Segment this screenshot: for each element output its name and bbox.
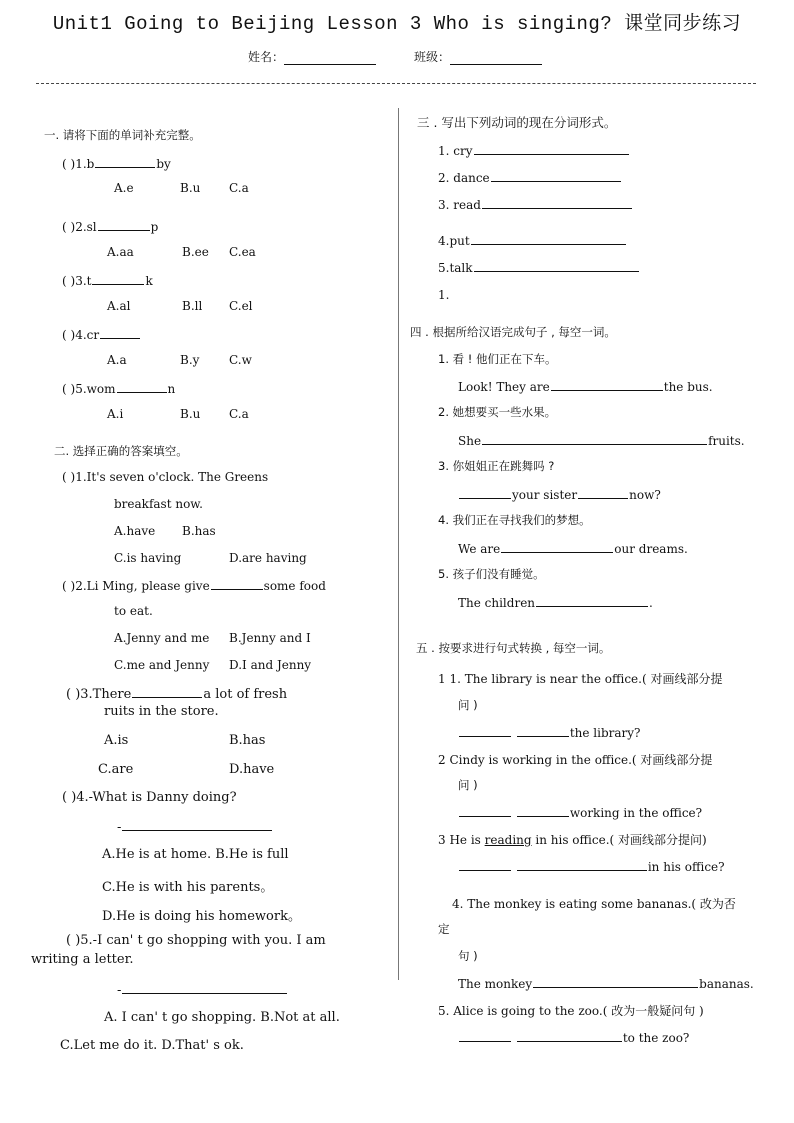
answer-blank-1[interactable] [459, 486, 511, 499]
sec1-q3 [62, 272, 153, 288]
answer-blank[interactable] [122, 818, 272, 831]
answer-blank[interactable] [474, 142, 629, 155]
sec2-q3-opt-a: A.is [104, 733, 129, 748]
sec2-q1 [62, 470, 268, 484]
verb-label: 5.talk [438, 261, 473, 275]
class-blank[interactable] [450, 50, 542, 65]
question-text: 5.-I can' t go shopping with you. I am [80, 933, 326, 948]
sec4-q4-cn: 4. 我们正在寻找我们的梦想。 [438, 513, 591, 527]
sentence-end: in his office.( 对画线部分提问) [531, 833, 707, 847]
answer-blank[interactable] [471, 232, 626, 245]
sentence-end: our dreams. [614, 542, 688, 556]
answer-blank[interactable] [551, 378, 663, 391]
answer-blank-1[interactable] [459, 804, 511, 817]
sec5-q2-line1: 2 Cindy is working in the office.( 对画线部分提 [438, 753, 713, 767]
sec5-q5-answer [458, 1029, 689, 1045]
sentence-start: She [458, 434, 482, 448]
answer-blank-2[interactable] [517, 804, 569, 817]
sec2-q4-opt-c: C.He is with his parents。 [102, 880, 274, 895]
word-pre: wom [86, 382, 116, 396]
sec2-q2-line2: to eat. [114, 604, 153, 618]
sec2-q4-opt-d: D.He is doing his homework。 [102, 909, 301, 924]
sec5-q4-line1b: 定 [438, 922, 450, 936]
sec1-q3-opt-b: B.ll [182, 299, 203, 313]
sec2-q5 [66, 933, 326, 948]
dash: - [117, 983, 122, 998]
word-post: k [145, 274, 153, 288]
answer-paren[interactable]: ( ) [62, 790, 77, 805]
sec4-q1-cn: 1. 看 ! 他们正在下车。 [438, 352, 557, 366]
underlined-word: reading [484, 833, 532, 847]
answer-blank-2[interactable] [578, 486, 628, 499]
sentence-end: fruits. [708, 434, 745, 448]
sec3-item-4 [438, 232, 627, 248]
name-blank[interactable] [284, 50, 376, 65]
sec1-q2-opt-c: C.ea [229, 245, 256, 259]
word-blank[interactable] [100, 326, 140, 339]
answer-end: to the zoo? [622, 1031, 690, 1045]
sec4-q5-en [458, 594, 653, 610]
sec2-q2 [62, 577, 326, 593]
sec2-q5-opt-ab: A. I can' t go shopping. B.Not at all. [104, 1010, 340, 1025]
word-pre: cr [86, 328, 100, 342]
q-num: 1. [75, 157, 87, 171]
sec5-q3-line1 [438, 831, 707, 848]
word-blank[interactable] [95, 155, 155, 168]
sec5-q4-answer [458, 975, 754, 991]
sentence-start: Look! They are [458, 380, 550, 394]
sec3-item-5 [438, 259, 640, 275]
q-num: 3. [75, 274, 87, 288]
sec1-q1 [62, 155, 171, 171]
class-label: 班级： [414, 50, 451, 64]
sec5-q2-answer [458, 804, 702, 820]
sec1-q2-opt-a: A.aa [107, 245, 134, 259]
question-text-end: some food [263, 579, 326, 593]
sec2-q1-opt-a: A.have [114, 524, 156, 538]
sec1-q2 [62, 218, 158, 234]
answer-blank-2[interactable] [517, 1029, 622, 1042]
sec2-q2-opt-a: A.Jenny and me [114, 631, 210, 645]
answer-paren[interactable]: ( ) [62, 382, 76, 396]
word-post: n [167, 382, 176, 396]
answer-paren[interactable]: ( ) [62, 274, 76, 288]
answer-paren[interactable]: ( ) [62, 220, 76, 234]
sec5-q1-answer [458, 724, 641, 740]
header-divider [36, 83, 756, 84]
word-pre: sl [86, 220, 97, 234]
q-num: 5. [75, 382, 87, 396]
answer-blank[interactable] [533, 975, 698, 988]
sec4-q1-en [458, 378, 713, 394]
section5-heading: 五 . 按要求进行句式转换 , 每空一词。 [416, 641, 611, 655]
sec1-q3-opt-a: A.al [107, 299, 131, 313]
sec4-q3-cn: 3. 你姐姐正在跳舞吗 ? [438, 459, 555, 473]
sec1-q4-opt-c: C.w [229, 353, 252, 367]
section2-heading: 二. 选择正确的答案填空。 [54, 444, 188, 458]
answer-blank[interactable] [132, 685, 202, 698]
sec4-q3-en [458, 486, 661, 502]
sec2-q1-opt-d: D.are having [229, 551, 307, 565]
sec1-q2-opt-b: B.ee [182, 245, 209, 259]
sec1-q1-opt-b: B.u [180, 181, 201, 195]
sentence-end: now? [629, 488, 661, 502]
sec4-q4-en [458, 540, 688, 556]
verb-label: 4.put [438, 234, 470, 248]
word-blank[interactable] [98, 218, 150, 231]
question-text: 1.It's seven o'clock. The Greens [75, 470, 269, 484]
answer-blank-1[interactable] [459, 1029, 511, 1042]
sec1-q1-opt-a: A.e [114, 181, 134, 195]
sec2-q2-opt-d: D.I and Jenny [229, 658, 312, 672]
question-text: 3.There [80, 687, 132, 702]
sec2-q5-opt-cd: C.Let me do it. D.That' s ok. [60, 1038, 244, 1053]
class-field[interactable] [414, 48, 542, 65]
answer-start: The monkey [458, 977, 533, 991]
section1-heading: 一. 请将下面的单词补充完整。 [44, 128, 201, 142]
sentence-middle: your sister [512, 488, 578, 502]
sec4-q2-cn: 2. 她想要买一些水果。 [438, 405, 557, 419]
answer-end: the library? [569, 726, 641, 740]
answer-blank[interactable] [482, 432, 707, 445]
sec2-q4-opt-ab: A.He is at home. B.He is full [102, 847, 289, 862]
verb-label: 3. read [438, 198, 481, 212]
answer-blank-2[interactable] [517, 724, 569, 737]
section4-heading: 四 . 根据所给汉语完成句子 , 每空一词。 [410, 325, 616, 339]
question-text: 4.-What is Danny doing? [76, 790, 237, 805]
answer-blank[interactable] [491, 169, 621, 182]
sec1-q5-opt-a: A.i [107, 407, 124, 421]
word-post: p [150, 220, 159, 234]
sec2-q4 [62, 790, 237, 805]
sec2-q3-opt-c: C.are [98, 762, 134, 777]
sec1-q3-opt-c: C.el [229, 299, 253, 313]
sec2-q5-line2: writing a letter. [31, 952, 134, 967]
name-field[interactable] [248, 48, 376, 65]
sec1-q4 [62, 326, 141, 342]
sec2-q1-opt-b: B.has [182, 524, 216, 538]
sec3-item-6: 1. [438, 288, 450, 302]
sentence-end: the bus. [663, 380, 713, 394]
word-blank[interactable] [117, 380, 167, 393]
sec2-q2-opt-c: C.me and Jenny [114, 658, 210, 672]
sec2-q1-opt-c: C.is having [114, 551, 182, 565]
answer-end: in his office? [647, 860, 725, 874]
sec5-q1-line1: 1 1. The library is near the office.( 对画线部分提 [438, 672, 723, 686]
sec2-q1-line2: breakfast now. [114, 497, 203, 511]
sec5-q2-line2: 问 ) [458, 778, 478, 792]
answer-paren[interactable]: ( ) [66, 933, 81, 948]
sentence-start: The children [458, 596, 536, 610]
answer-blank-2[interactable] [517, 858, 647, 871]
answer-blank[interactable] [211, 577, 263, 590]
sec3-item-3 [438, 196, 633, 212]
answer-paren[interactable]: ( ) [62, 470, 76, 484]
sec5-q1-line2: 问 ) [458, 698, 478, 712]
column-divider [398, 108, 399, 980]
sec2-q4-answer-line[interactable] [117, 818, 273, 835]
answer-blank[interactable] [122, 981, 287, 994]
sec1-q5 [62, 380, 175, 396]
sec3-item-1 [438, 142, 630, 158]
section3-heading: 三 . 写出下列动词的现在分词形式。 [417, 115, 617, 130]
word-pre: t [86, 274, 92, 288]
question-text: 2.Li Ming, please give [75, 579, 210, 593]
answer-end: working in the office? [569, 806, 703, 820]
answer-paren[interactable]: ( ) [66, 687, 81, 702]
name-label: 姓名： [248, 50, 285, 64]
dash: - [117, 820, 122, 835]
sec1-q5-opt-b: B.u [180, 407, 201, 421]
sec2-q3-opt-b: B.has [229, 733, 266, 748]
q-num: 4. [75, 328, 87, 342]
q-num: 2. [75, 220, 87, 234]
word-post: by [156, 157, 171, 171]
sec5-q4-line2: 句 ) [458, 949, 478, 963]
word-blank[interactable] [92, 272, 144, 285]
answer-paren[interactable]: ( ) [62, 579, 76, 593]
sec1-q1-opt-c: C.a [229, 181, 249, 195]
question-text-end: a lot of fresh [203, 687, 288, 702]
answer-blank[interactable] [482, 196, 632, 209]
sec2-q2-opt-b: B.Jenny and I [229, 631, 311, 645]
verb-label: 2. dance [438, 171, 490, 185]
answer-blank[interactable] [474, 259, 639, 272]
answer-paren[interactable]: ( ) [62, 157, 76, 171]
answer-paren[interactable]: ( ) [62, 328, 76, 342]
answer-blank-1[interactable] [459, 858, 511, 871]
sec4-q5-cn: 5. 孩子们没有睡觉。 [438, 567, 545, 581]
sec5-q4-line1: 4. The monkey is eating some bananas.( 改为否 [452, 897, 736, 911]
answer-blank-1[interactable] [459, 724, 511, 737]
sentence-start: We are [458, 542, 501, 556]
sec5-q3-answer [458, 858, 725, 874]
answer-end: bananas. [699, 977, 754, 991]
sec2-q5-answer-line[interactable] [117, 981, 288, 998]
sentence-start: 3 He is [438, 833, 485, 847]
answer-blank[interactable] [536, 594, 648, 607]
sentence-end: . [649, 596, 653, 610]
sec1-q4-opt-a: A.a [107, 353, 127, 367]
sec2-q3-line2: ruits in the store. [104, 704, 219, 719]
sec4-q2-en [458, 432, 745, 448]
page-title: Unit1 Going to Beijing Lesson 3 Who is singing? 课堂同步练习 [52, 13, 742, 35]
sec1-q5-opt-c: C.a [229, 407, 249, 421]
sec2-q3-opt-d: D.have [229, 762, 275, 777]
verb-label: 1. cry [438, 144, 473, 158]
answer-blank[interactable] [501, 540, 613, 553]
sec5-q5-line1: 5. Alice is going to the zoo.( 改为一般疑问句 ) [438, 1004, 704, 1018]
sec3-item-2 [438, 169, 622, 185]
word-pre: b [86, 157, 95, 171]
sec2-q3 [66, 685, 287, 702]
sec1-q4-opt-b: B.y [180, 353, 200, 367]
